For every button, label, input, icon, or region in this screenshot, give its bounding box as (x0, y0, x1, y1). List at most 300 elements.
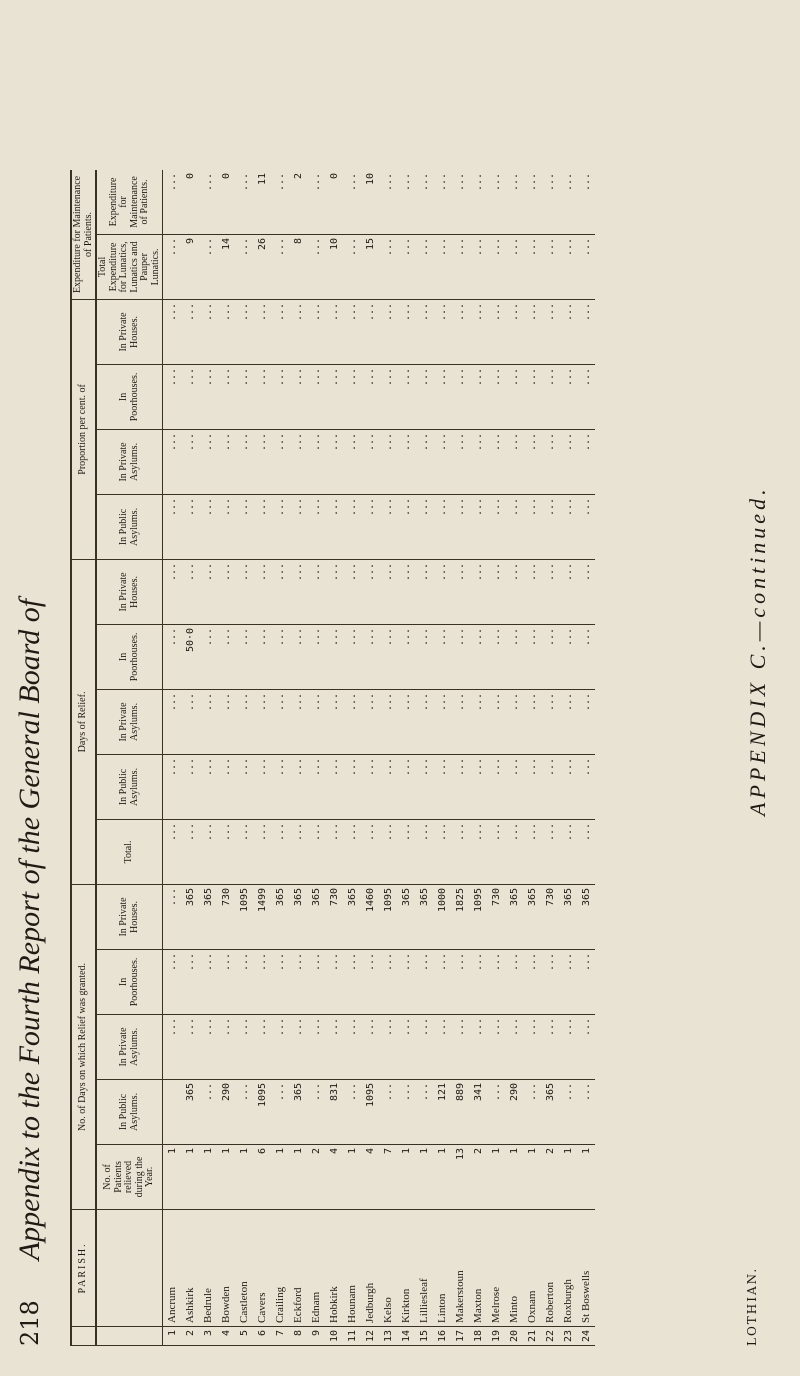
table-cell: ... (379, 1014, 397, 1079)
table-cell: ... (271, 819, 289, 884)
table-cell: ... (487, 624, 505, 689)
row-number: 12 (361, 1326, 379, 1345)
table-cell: ... (199, 819, 217, 884)
table-cell: ... (271, 170, 289, 235)
table-cell: 365 (505, 884, 523, 949)
col-head-name (96, 1209, 163, 1326)
table-row (307, 170, 325, 1346)
table-cell: ... (343, 1079, 361, 1144)
table-cell: ... (433, 364, 451, 429)
table-cell: ... (163, 170, 182, 235)
parish-name: Ashkirk (181, 1209, 199, 1326)
table-cell: ... (559, 949, 577, 1014)
table-cell: ... (325, 689, 343, 754)
table-cell: ... (397, 559, 415, 624)
parish-name: Linton (433, 1209, 451, 1326)
table-cell: ... (397, 1014, 415, 1079)
table-cell: ... (523, 754, 541, 819)
table-cell: ... (433, 170, 451, 235)
table-cell: ... (289, 754, 307, 819)
row-number: 17 (451, 1326, 469, 1345)
table-cell: ... (379, 559, 397, 624)
table-cell: ... (235, 949, 253, 1014)
table-cell: ... (577, 1014, 595, 1079)
table-cell: ... (469, 494, 487, 559)
table-cell: ... (523, 559, 541, 624)
table-cell: 1 (235, 1144, 253, 1209)
table-cell: 365 (289, 1079, 307, 1144)
row-number: 11 (343, 1326, 361, 1345)
table-cell: ... (505, 754, 523, 819)
table-cell: ... (541, 754, 559, 819)
table-cell: ... (289, 689, 307, 754)
table-cell: ... (163, 429, 182, 494)
table-cell: ... (523, 819, 541, 884)
col-head: In Poorhouses. (96, 364, 163, 429)
row-number: 22 (541, 1326, 559, 1345)
table-cell: ... (487, 819, 505, 884)
table-cell: ... (325, 819, 343, 884)
table-cell: ... (361, 689, 379, 754)
table-cell: ... (325, 429, 343, 494)
table-row (433, 170, 451, 1346)
table-row (271, 170, 289, 1346)
table-cell: ... (397, 1079, 415, 1144)
parish-name: Melrose (487, 1209, 505, 1326)
table-cell: ... (397, 754, 415, 819)
group-expenditure: Expenditure for Maintenance of Patients. (71, 170, 96, 300)
parish-name: Eckford (289, 1209, 307, 1326)
table-cell: ... (433, 429, 451, 494)
table-cell: ... (307, 949, 325, 1014)
table-cell: ... (343, 1014, 361, 1079)
table-cell: ... (487, 429, 505, 494)
table-cell: ... (163, 949, 182, 1014)
page-number: 218 (16, 1300, 44, 1346)
table-cell: ... (199, 234, 217, 299)
table-cell: 1095 (379, 884, 397, 949)
table-cell: ... (397, 364, 415, 429)
table-caption: APPENDIX C.—continued. (745, 485, 770, 816)
table-cell: ... (199, 1079, 217, 1144)
table-row (469, 170, 487, 1346)
table-cell: 365 (397, 884, 415, 949)
table-row (487, 170, 505, 1346)
table-cell: ... (559, 299, 577, 364)
table-cell: 0 (181, 170, 199, 235)
table-cell: ... (361, 819, 379, 884)
table-cell: ... (559, 754, 577, 819)
table-cell: ... (379, 624, 397, 689)
parish-name: Bowden (217, 1209, 235, 1326)
table-cell: ... (559, 170, 577, 235)
table-cell: 1 (397, 1144, 415, 1209)
row-number: 15 (415, 1326, 433, 1345)
parish-name: Ednam (307, 1209, 325, 1326)
parish-name: Ancrum (163, 1209, 182, 1326)
table-cell: 365 (271, 884, 289, 949)
table-cell: 10 (325, 234, 343, 299)
table-cell: ... (217, 494, 235, 559)
table-cell: ... (235, 624, 253, 689)
table-cell: ... (307, 1079, 325, 1144)
table-cell: ... (307, 559, 325, 624)
table-cell: 2 (469, 1144, 487, 1209)
table-cell: ... (559, 819, 577, 884)
table-cell: 15 (361, 234, 379, 299)
table-cell: 1 (559, 1144, 577, 1209)
row-number: 2 (181, 1326, 199, 1345)
table-cell: ... (325, 754, 343, 819)
table-cell: ... (379, 299, 397, 364)
table-cell: ... (433, 559, 451, 624)
table-cell: ... (289, 624, 307, 689)
col-head: In Private Asylums. (96, 429, 163, 494)
row-number: 6 (253, 1326, 271, 1345)
table-cell: ... (577, 754, 595, 819)
table-cell: 1000 (433, 884, 451, 949)
table-cell: ... (577, 494, 595, 559)
table-row (397, 170, 415, 1346)
table-cell: ... (163, 624, 182, 689)
table-cell: ... (379, 1079, 397, 1144)
table-cell: ... (541, 689, 559, 754)
table-cell: ... (397, 494, 415, 559)
table-cell: ... (559, 364, 577, 429)
table-cell: ... (307, 1014, 325, 1079)
table-cell: 1 (199, 1144, 217, 1209)
table-cell: ... (307, 689, 325, 754)
table-cell: ... (523, 429, 541, 494)
table-row (361, 170, 379, 1346)
table-cell: ... (505, 689, 523, 754)
table-cell: ... (271, 624, 289, 689)
table-cell: ... (469, 234, 487, 299)
page-header (0, 0, 60, 1376)
table-cell: 831 (325, 1079, 343, 1144)
table-cell: ... (163, 689, 182, 754)
table-cell: ... (577, 299, 595, 364)
table-cell: ... (415, 819, 433, 884)
table-cell: ... (253, 689, 271, 754)
table-cell: ... (397, 234, 415, 299)
table-cell: 1 (577, 1144, 595, 1209)
table-cell: ... (469, 624, 487, 689)
table-cell: ... (325, 949, 343, 1014)
table-cell: ... (271, 429, 289, 494)
table-cell: ... (235, 494, 253, 559)
table-cell: ... (523, 494, 541, 559)
parish-name: Bedrule (199, 1209, 217, 1326)
table-cell: ... (541, 429, 559, 494)
table-cell: ... (487, 559, 505, 624)
table-cell: ... (505, 234, 523, 299)
table-cell: ... (307, 299, 325, 364)
table-cell: 365 (541, 1079, 559, 1144)
table-cell: ... (415, 364, 433, 429)
table-cell: 1095 (469, 884, 487, 949)
parish-name: Hounam (343, 1209, 361, 1326)
table-cell: 10 (361, 170, 379, 235)
table-cell: 1460 (361, 884, 379, 949)
group-relieved-lunatics: No. of Days on which Relief was granted. (71, 884, 96, 1209)
table-cell: ... (577, 170, 595, 235)
col-head: No. of Patients relieved during the Year. (96, 1144, 163, 1209)
table-cell: ... (361, 624, 379, 689)
table-cell: ... (217, 819, 235, 884)
table-body (163, 170, 596, 1346)
table-cell: ... (199, 429, 217, 494)
table-cell: ... (541, 299, 559, 364)
col-head: In Private Asylums. (96, 689, 163, 754)
table-cell: ... (271, 234, 289, 299)
table-row (325, 170, 343, 1346)
row-number: 4 (217, 1326, 235, 1345)
table-cell: ... (397, 429, 415, 494)
table-cell: ... (235, 299, 253, 364)
table-cell: ... (451, 754, 469, 819)
table-cell: ... (163, 884, 182, 949)
parish-name: Kirkton (397, 1209, 415, 1326)
table-cell: 889 (451, 1079, 469, 1144)
table-cell: ... (235, 689, 253, 754)
table-cell: ... (361, 1014, 379, 1079)
table-cell: ... (343, 494, 361, 559)
table-cell: ... (289, 364, 307, 429)
table-cell: ... (163, 299, 182, 364)
table-cell: ... (523, 170, 541, 235)
table-cell: ... (469, 754, 487, 819)
table-cell: ... (271, 949, 289, 1014)
parish-name: Maxton (469, 1209, 487, 1326)
col-head: In Private Houses. (96, 299, 163, 364)
row-number: 5 (235, 1326, 253, 1345)
table-cell: 730 (541, 884, 559, 949)
table-row (415, 170, 433, 1346)
table-cell: ... (163, 364, 182, 429)
table-cell: ... (559, 1079, 577, 1144)
table-cell: ... (451, 234, 469, 299)
parish-name: Makerstoun (451, 1209, 469, 1326)
table-cell: 6 (253, 1144, 271, 1209)
table-row (289, 170, 307, 1346)
table-cell: ... (271, 559, 289, 624)
table-cell: ... (397, 689, 415, 754)
table-cell: 8 (289, 234, 307, 299)
table-cell: ... (487, 689, 505, 754)
table-cell: ... (523, 234, 541, 299)
table-cell: 730 (487, 884, 505, 949)
table-cell: 1 (433, 1144, 451, 1209)
table-cell: ... (325, 494, 343, 559)
table-cell: ... (559, 494, 577, 559)
table-cell: 1 (523, 1144, 541, 1209)
table-cell: ... (577, 559, 595, 624)
table-cell: ... (469, 429, 487, 494)
table-cell: ... (199, 299, 217, 364)
table-row (505, 170, 523, 1346)
col-head: In Private Houses. (96, 884, 163, 949)
table-cell: ... (343, 170, 361, 235)
table-cell: 13 (451, 1144, 469, 1209)
table-cell: ... (325, 364, 343, 429)
row-number: 9 (307, 1326, 325, 1345)
table-cell: ... (271, 1014, 289, 1079)
table-cell: ... (487, 949, 505, 1014)
table-cell: ... (343, 559, 361, 624)
table-cell: ... (235, 754, 253, 819)
table-cell: 1 (163, 1144, 182, 1209)
table-cell: ... (379, 364, 397, 429)
table-cell: ... (433, 234, 451, 299)
table-row (217, 170, 235, 1346)
table-cell: ... (559, 689, 577, 754)
col-head: In Private Asylums. (96, 1014, 163, 1079)
row-number: 14 (397, 1326, 415, 1345)
table-cell: ... (379, 949, 397, 1014)
col-no (71, 1326, 96, 1345)
table-cell: ... (541, 819, 559, 884)
table-cell: ... (181, 429, 199, 494)
table-cell: ... (361, 949, 379, 1014)
table-cell: ... (415, 494, 433, 559)
parish-name: Lilliesleaf (415, 1209, 433, 1326)
table-cell: 290 (505, 1079, 523, 1144)
table-cell: ... (577, 364, 595, 429)
table-cell: 365 (181, 884, 199, 949)
table-cell: ... (253, 364, 271, 429)
table-cell: 14 (217, 234, 235, 299)
table-cell: ... (163, 559, 182, 624)
table-cell: 365 (181, 1079, 199, 1144)
table-cell: ... (505, 299, 523, 364)
table-cell: ... (469, 689, 487, 754)
table-cell: ... (325, 624, 343, 689)
table-cell: ... (235, 559, 253, 624)
table-cell: ... (271, 689, 289, 754)
table-cell: ... (307, 754, 325, 819)
table-cell: 1 (181, 1144, 199, 1209)
table-cell: ... (307, 624, 325, 689)
table-cell: ... (235, 170, 253, 235)
parish-name: Roxburgh (559, 1209, 577, 1326)
table-cell: ... (181, 949, 199, 1014)
table-cell: ... (433, 949, 451, 1014)
county-label: LOTHIAN. (745, 1266, 759, 1346)
table-cell: ... (469, 1014, 487, 1079)
table-cell: ... (217, 949, 235, 1014)
table-cell: ... (253, 624, 271, 689)
table-cell: ... (253, 494, 271, 559)
table-cell: ... (235, 819, 253, 884)
table-row (199, 170, 217, 1346)
table-cell: ... (343, 689, 361, 754)
table-cell: ... (415, 754, 433, 819)
table-cell: ... (199, 559, 217, 624)
table-cell: ... (199, 494, 217, 559)
table-cell: ... (541, 494, 559, 559)
table-cell: ... (469, 299, 487, 364)
table-cell: ... (505, 429, 523, 494)
table-cell: ... (415, 949, 433, 1014)
table-cell: ... (307, 494, 325, 559)
table-row (577, 170, 595, 1346)
row-number: 16 (433, 1326, 451, 1345)
table-cell: ... (559, 1014, 577, 1079)
table-row (253, 170, 271, 1346)
table-cell: ... (163, 1014, 182, 1079)
group-label-parish: PARISH. (71, 1209, 96, 1326)
table-cell: ... (235, 1079, 253, 1144)
table-cell: ... (523, 1014, 541, 1079)
table-cell: ... (469, 949, 487, 1014)
table-cell: ... (181, 494, 199, 559)
table-cell: ... (523, 624, 541, 689)
table-cell: ... (541, 234, 559, 299)
table-cell: 1 (217, 1144, 235, 1209)
table-cell: ... (253, 1014, 271, 1079)
table-cell: ... (451, 170, 469, 235)
group-proportion-cost: Proportion per cent. of (71, 299, 96, 559)
table-cell: ... (541, 559, 559, 624)
table-cell: 1 (271, 1144, 289, 1209)
table-cell: 2 (541, 1144, 559, 1209)
table-cell: ... (451, 819, 469, 884)
table-cell: ... (289, 299, 307, 364)
table-cell: ... (523, 689, 541, 754)
table-cell: ... (307, 364, 325, 429)
col-head: Total Expenditure for Lunatics, Lunatics and Pauper Lunatics. (96, 234, 163, 299)
table-cell: ... (451, 559, 469, 624)
table-cell: 1 (415, 1144, 433, 1209)
table-row (235, 170, 253, 1346)
table-cell: ... (361, 299, 379, 364)
table-cell: ... (343, 429, 361, 494)
table-cell: ... (217, 559, 235, 624)
table-cell: ... (199, 754, 217, 819)
table-cell: 2 (289, 170, 307, 235)
table-cell: ... (505, 624, 523, 689)
table-cell: ... (253, 754, 271, 819)
table-cell: 341 (469, 1079, 487, 1144)
table-cell: ... (361, 429, 379, 494)
col-head: Expenditure for Maintenance of Patients. (96, 170, 163, 235)
table-cell: 1095 (253, 1079, 271, 1144)
table-cell: ... (433, 819, 451, 884)
table-cell: ... (487, 1014, 505, 1079)
table-cell: ... (541, 364, 559, 429)
table-cell: ... (271, 754, 289, 819)
table-cell: ... (559, 624, 577, 689)
table-cell: ... (523, 949, 541, 1014)
table-cell: ... (541, 624, 559, 689)
table-cell: ... (541, 170, 559, 235)
table-cell: 1825 (451, 884, 469, 949)
table-cell: ... (235, 429, 253, 494)
table-cell: ... (415, 624, 433, 689)
table-cell: ... (433, 1014, 451, 1079)
table-cell: ... (469, 819, 487, 884)
table-cell: ... (199, 1014, 217, 1079)
col-head: In Public Asylums. (96, 1079, 163, 1144)
table-cell: ... (271, 299, 289, 364)
table-cell: ... (469, 559, 487, 624)
table-row (451, 170, 469, 1346)
table-cell: ... (199, 949, 217, 1014)
table-cell: ... (415, 234, 433, 299)
table-cell: ... (181, 364, 199, 429)
table-cell: ... (343, 299, 361, 364)
